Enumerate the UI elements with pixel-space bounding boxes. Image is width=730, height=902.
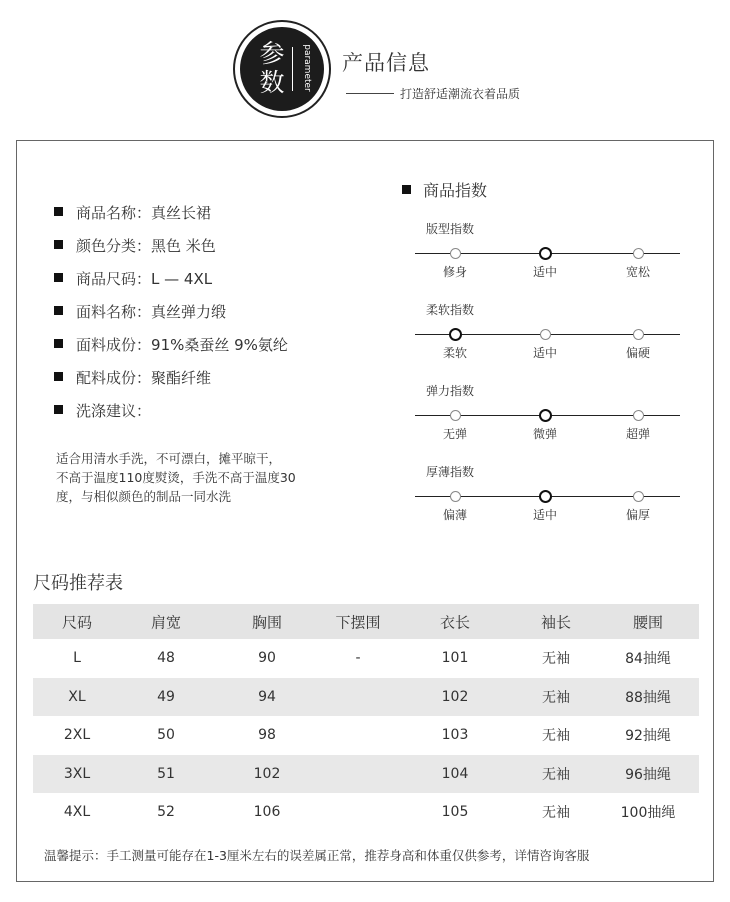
param-value: 聚酯纤维 [151,369,212,387]
table-cell: 102 [441,688,469,705]
size-table [33,604,699,832]
index-option-label: 偏硬 [625,346,651,360]
table-cell: 92抽绳 [625,728,671,745]
square-bullet-icon [54,306,63,315]
table-row [33,755,699,794]
badge-divider [292,47,293,91]
table-header-cell: 肩宽 [150,613,182,631]
index-option-label: 适中 [532,346,558,360]
param-value: 91%桑蚕丝 9%氨纶 [151,336,288,354]
table-header-cell: 袖长 [540,613,572,631]
param-label: 配料成份 [76,369,137,387]
table-header-cell: 下摆围 [335,613,381,631]
parameter-badge [233,20,331,118]
badge-circle [240,27,324,111]
param-item [54,236,288,269]
page-title: 产品信息 [342,51,430,75]
table-cell: 无袖 [542,728,570,745]
table-cell: 52 [157,804,175,821]
table-cell: 103 [441,727,469,744]
param-colon: ： [136,270,152,288]
badge-char-2: 数 [259,68,285,97]
param-value: 真丝长裙 [151,204,212,222]
param-label: 颜色分类 [76,237,137,255]
index-option-label: 偏薄 [442,508,468,522]
selected-circle-icon [449,328,462,341]
badge-english-text: parameter [302,44,312,92]
care-line: 度，与相似颜色的制品一同水洗 [56,489,232,504]
param-value: 真丝弹力缎 [151,303,227,321]
table-cell: 4XL [63,804,91,821]
selected-circle-icon [539,490,552,503]
table-header-cell: 尺码 [61,613,93,631]
table-cell: L [73,650,81,667]
selected-circle-icon [539,247,552,260]
table-cell: 2XL [63,727,91,744]
table-cell: 49 [157,688,175,705]
table-cell: 50 [157,727,175,744]
table-row [33,793,699,832]
table-cell: 102 [253,765,281,782]
param-colon: ： [136,369,152,387]
param-item [54,401,288,434]
table-cell: 88抽绳 [625,689,671,706]
param-item [54,203,288,236]
square-bullet-icon [54,273,63,282]
table-cell: 无袖 [542,805,570,822]
square-bullet-icon [54,372,63,381]
table-cell: 无袖 [542,651,570,668]
param-value: 黑色 米色 [151,237,216,255]
index-group-label: 柔软指数 [426,303,475,317]
care-line: 适合用清水手洗，不可漂白，摊平晾干， [56,451,282,466]
param-colon: ： [136,402,152,420]
square-bullet-icon [54,405,63,414]
param-label: 面料成份 [76,336,137,354]
badge-chinese-text [254,39,290,97]
table-row [33,639,699,678]
care-instructions [56,449,356,506]
param-colon: ： [136,303,152,321]
table-header-cell: 腰围 [632,613,664,631]
circle-icon [633,248,644,259]
table-cell: 105 [441,804,469,821]
table-header-row [33,604,699,639]
param-colon: ： [136,336,152,354]
circle-icon [450,410,461,421]
page-subtitle: 打造舒适潮流衣着品质 [400,87,521,101]
circle-icon [633,329,644,340]
index-option-label: 微弹 [532,427,558,441]
circle-icon [450,491,461,502]
square-bullet-icon [54,207,63,216]
circle-icon [633,410,644,421]
square-bullet-icon [54,240,63,249]
table-cell: 48 [157,650,175,667]
table-cell: 94 [258,688,276,705]
param-item [54,335,288,368]
subtitle-dash [346,93,394,94]
index-title [402,178,487,201]
table-cell: 3XL [63,765,91,782]
param-item [54,302,288,335]
index-group [415,220,680,290]
circle-icon [633,491,644,502]
table-cell: 104 [441,765,469,782]
circle-icon [450,248,461,259]
selected-circle-icon [539,409,552,422]
param-label: 面料名称 [76,303,137,321]
index-title-text: 商品指数 [423,181,488,200]
care-line: 不高于温度110度熨烫，手洗不高于温度30 [56,470,296,485]
param-item [54,368,288,401]
table-cell: - [355,650,361,667]
param-item [54,269,288,302]
table-cell: 100抽绳 [620,805,676,822]
circle-icon [540,329,551,340]
table-cell: 90 [258,650,276,667]
badge-char-1: 参 [259,39,285,68]
table-cell: 98 [258,727,276,744]
footnote: 温馨提示：手工测量可能存在1-3厘米左右的误差属正常，推荐身高和体重仅供参考，详情咨询客服 [44,848,590,863]
table-cell: 106 [253,804,281,821]
table-row [33,716,699,755]
index-option-label: 超弹 [625,427,651,441]
index-group [415,301,680,371]
table-cell: 84抽绳 [625,651,671,668]
table-cell: 无袖 [542,766,570,783]
param-colon: ： [136,237,152,255]
index-option-label: 无弹 [442,427,468,441]
index-option-label: 修身 [442,265,468,279]
square-bullet-icon [402,185,411,194]
index-group [415,463,680,533]
index-option-label: 适中 [532,508,558,522]
index-option-label: 适中 [532,265,558,279]
index-option-label: 宽松 [625,265,651,279]
param-label: 商品尺码 [76,270,137,288]
size-table-title: 尺码推荐表 [33,573,123,594]
table-cell: 96抽绳 [625,766,671,783]
index-group [415,382,680,452]
table-row [33,678,699,717]
table-header-cell: 胸围 [251,613,283,631]
param-label: 洗涤建议 [76,402,137,420]
index-group-label: 厚薄指数 [426,465,475,479]
index-option-label: 柔软 [442,346,468,360]
param-value: L — 4XL [151,270,213,288]
table-cell: XL [68,688,86,705]
table-cell: 无袖 [542,689,570,706]
product-params [54,203,288,434]
index-group-label: 弹力指数 [426,384,475,398]
param-colon: ： [136,204,152,222]
table-cell: 101 [441,650,469,667]
table-header-cell: 衣长 [439,613,471,631]
index-option-label: 偏厚 [625,508,651,522]
square-bullet-icon [54,339,63,348]
table-cell: 51 [157,765,175,782]
index-group-label: 版型指数 [426,222,475,236]
param-label: 商品名称 [76,204,137,222]
